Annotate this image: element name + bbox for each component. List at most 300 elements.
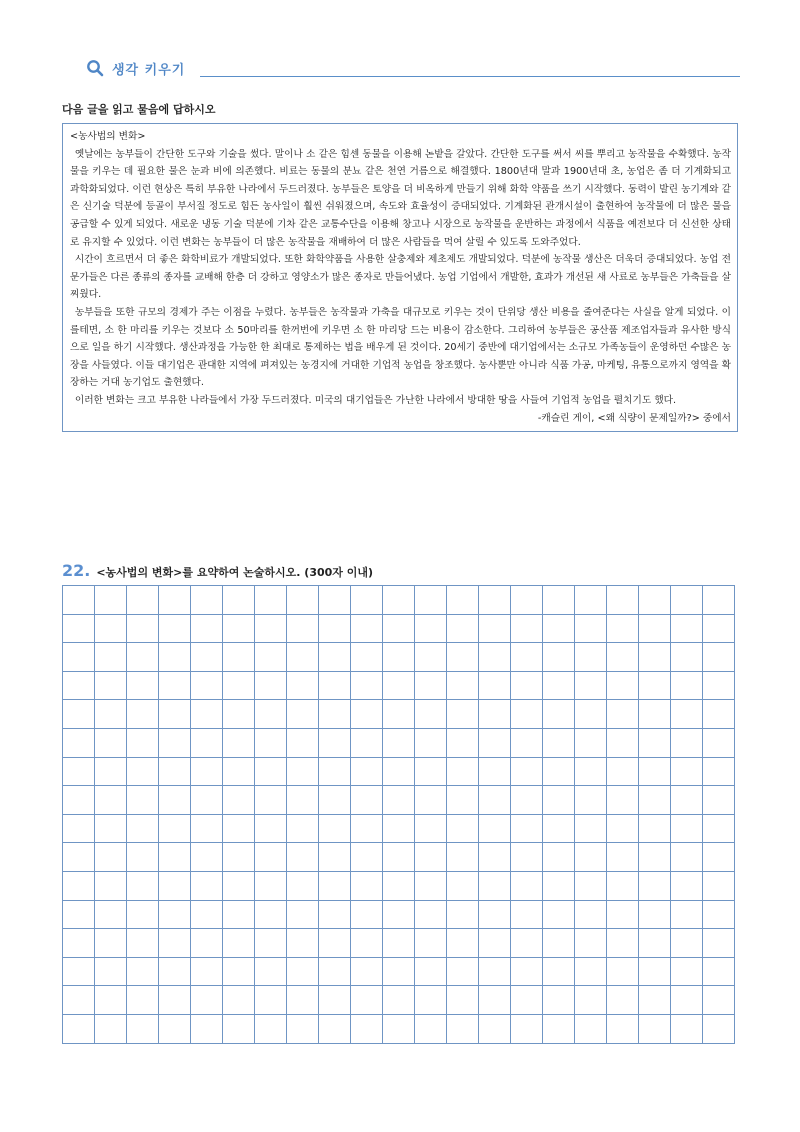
- answer-cell[interactable]: [383, 872, 415, 901]
- answer-cell[interactable]: [95, 1015, 127, 1044]
- answer-cell[interactable]: [703, 758, 735, 787]
- answer-cell[interactable]: [319, 786, 351, 815]
- answer-cell[interactable]: [703, 986, 735, 1015]
- answer-cell[interactable]: [159, 929, 191, 958]
- answer-cell[interactable]: [703, 729, 735, 758]
- answer-cell[interactable]: [479, 843, 511, 872]
- answer-cell[interactable]: [63, 986, 95, 1015]
- answer-cell[interactable]: [159, 672, 191, 701]
- answer-cell[interactable]: [287, 843, 319, 872]
- answer-cell[interactable]: [639, 843, 671, 872]
- answer-cell[interactable]: [703, 643, 735, 672]
- answer-cell[interactable]: [287, 815, 319, 844]
- answer-cell[interactable]: [287, 758, 319, 787]
- answer-cell[interactable]: [639, 901, 671, 930]
- answer-cell[interactable]: [479, 986, 511, 1015]
- answer-cell[interactable]: [671, 843, 703, 872]
- answer-cell[interactable]: [639, 586, 671, 615]
- answer-cell[interactable]: [159, 643, 191, 672]
- answer-cell[interactable]: [671, 586, 703, 615]
- answer-cell[interactable]: [607, 643, 639, 672]
- answer-cell[interactable]: [447, 643, 479, 672]
- answer-cell[interactable]: [159, 758, 191, 787]
- answer-cell[interactable]: [575, 586, 607, 615]
- answer-cell[interactable]: [127, 815, 159, 844]
- answer-cell[interactable]: [351, 929, 383, 958]
- answer-cell[interactable]: [191, 929, 223, 958]
- answer-cell[interactable]: [607, 672, 639, 701]
- answer-cell[interactable]: [447, 586, 479, 615]
- answer-cell[interactable]: [639, 1015, 671, 1044]
- answer-cell[interactable]: [63, 872, 95, 901]
- answer-cell[interactable]: [287, 672, 319, 701]
- answer-cell[interactable]: [383, 1015, 415, 1044]
- answer-cell[interactable]: [351, 672, 383, 701]
- answer-cell[interactable]: [671, 1015, 703, 1044]
- answer-cell[interactable]: [95, 672, 127, 701]
- answer-cell[interactable]: [511, 901, 543, 930]
- answer-cell[interactable]: [511, 872, 543, 901]
- answer-cell[interactable]: [319, 700, 351, 729]
- answer-cell[interactable]: [127, 643, 159, 672]
- answer-cell[interactable]: [63, 901, 95, 930]
- answer-cell[interactable]: [255, 729, 287, 758]
- answer-cell[interactable]: [127, 586, 159, 615]
- answer-cell[interactable]: [319, 929, 351, 958]
- answer-cell[interactable]: [287, 729, 319, 758]
- answer-cell[interactable]: [255, 1015, 287, 1044]
- answer-cell[interactable]: [127, 786, 159, 815]
- answer-cell[interactable]: [351, 758, 383, 787]
- answer-cell[interactable]: [287, 700, 319, 729]
- answer-cell[interactable]: [415, 958, 447, 987]
- answer-cell[interactable]: [703, 672, 735, 701]
- answer-cell[interactable]: [383, 901, 415, 930]
- answer-cell[interactable]: [543, 901, 575, 930]
- answer-cell[interactable]: [415, 615, 447, 644]
- answer-cell[interactable]: [415, 901, 447, 930]
- answer-cell[interactable]: [191, 729, 223, 758]
- answer-cell[interactable]: [223, 815, 255, 844]
- answer-cell[interactable]: [607, 958, 639, 987]
- answer-cell[interactable]: [223, 586, 255, 615]
- answer-cell[interactable]: [255, 615, 287, 644]
- answer-cell[interactable]: [447, 843, 479, 872]
- answer-cell[interactable]: [383, 986, 415, 1015]
- answer-cell[interactable]: [575, 815, 607, 844]
- answer-cell[interactable]: [447, 700, 479, 729]
- answer-cell[interactable]: [223, 786, 255, 815]
- answer-cell[interactable]: [575, 986, 607, 1015]
- answer-cell[interactable]: [479, 929, 511, 958]
- answer-cell[interactable]: [255, 815, 287, 844]
- answer-cell[interactable]: [127, 758, 159, 787]
- answer-cell[interactable]: [95, 872, 127, 901]
- answer-cell[interactable]: [607, 586, 639, 615]
- answer-cell[interactable]: [639, 986, 671, 1015]
- answer-cell[interactable]: [447, 815, 479, 844]
- answer-cell[interactable]: [639, 729, 671, 758]
- answer-cell[interactable]: [543, 929, 575, 958]
- answer-cell[interactable]: [159, 815, 191, 844]
- answer-cell[interactable]: [63, 1015, 95, 1044]
- answer-cell[interactable]: [511, 700, 543, 729]
- answer-cell[interactable]: [447, 758, 479, 787]
- answer-cell[interactable]: [223, 1015, 255, 1044]
- answer-cell[interactable]: [95, 586, 127, 615]
- answer-cell[interactable]: [383, 786, 415, 815]
- answer-cell[interactable]: [415, 986, 447, 1015]
- answer-cell[interactable]: [703, 901, 735, 930]
- answer-cell[interactable]: [255, 586, 287, 615]
- answer-cell[interactable]: [479, 872, 511, 901]
- answer-cell[interactable]: [575, 901, 607, 930]
- answer-cell[interactable]: [159, 986, 191, 1015]
- answer-cell[interactable]: [671, 729, 703, 758]
- answer-cell[interactable]: [671, 758, 703, 787]
- answer-cell[interactable]: [351, 729, 383, 758]
- answer-cell[interactable]: [543, 615, 575, 644]
- answer-cell[interactable]: [671, 700, 703, 729]
- answer-cell[interactable]: [383, 672, 415, 701]
- answer-cell[interactable]: [447, 872, 479, 901]
- answer-cell[interactable]: [287, 958, 319, 987]
- answer-cell[interactable]: [159, 586, 191, 615]
- answer-cell[interactable]: [703, 700, 735, 729]
- answer-cell[interactable]: [607, 615, 639, 644]
- answer-cell[interactable]: [255, 786, 287, 815]
- answer-cell[interactable]: [351, 786, 383, 815]
- answer-cell[interactable]: [191, 958, 223, 987]
- answer-cell[interactable]: [223, 872, 255, 901]
- answer-cell[interactable]: [415, 843, 447, 872]
- answer-cell[interactable]: [351, 872, 383, 901]
- answer-cell[interactable]: [351, 615, 383, 644]
- answer-cell[interactable]: [703, 615, 735, 644]
- answer-cell[interactable]: [255, 843, 287, 872]
- answer-cell[interactable]: [447, 958, 479, 987]
- answer-cell[interactable]: [255, 672, 287, 701]
- answer-cell[interactable]: [191, 843, 223, 872]
- answer-cell[interactable]: [639, 700, 671, 729]
- answer-cell[interactable]: [703, 872, 735, 901]
- answer-cell[interactable]: [607, 986, 639, 1015]
- answer-cell[interactable]: [479, 901, 511, 930]
- answer-cell[interactable]: [671, 986, 703, 1015]
- answer-cell[interactable]: [575, 1015, 607, 1044]
- answer-cell[interactable]: [575, 615, 607, 644]
- answer-cell[interactable]: [671, 815, 703, 844]
- answer-cell[interactable]: [575, 786, 607, 815]
- answer-cell[interactable]: [511, 615, 543, 644]
- answer-cell[interactable]: [351, 586, 383, 615]
- answer-cell[interactable]: [479, 615, 511, 644]
- answer-cell[interactable]: [95, 958, 127, 987]
- answer-cell[interactable]: [671, 786, 703, 815]
- answer-cell[interactable]: [95, 729, 127, 758]
- answer-cell[interactable]: [575, 929, 607, 958]
- answer-cell[interactable]: [319, 672, 351, 701]
- answer-cell[interactable]: [319, 586, 351, 615]
- answer-cell[interactable]: [415, 786, 447, 815]
- answer-cell[interactable]: [191, 786, 223, 815]
- answer-cell[interactable]: [671, 615, 703, 644]
- answer-cell[interactable]: [447, 929, 479, 958]
- answer-cell[interactable]: [191, 986, 223, 1015]
- answer-cell[interactable]: [287, 901, 319, 930]
- answer-cell[interactable]: [543, 672, 575, 701]
- answer-cell[interactable]: [511, 643, 543, 672]
- answer-cell[interactable]: [511, 929, 543, 958]
- answer-cell[interactable]: [447, 615, 479, 644]
- answer-cell[interactable]: [639, 758, 671, 787]
- answer-cell[interactable]: [383, 615, 415, 644]
- answer-cell[interactable]: [351, 815, 383, 844]
- answer-cell[interactable]: [511, 1015, 543, 1044]
- answer-cell[interactable]: [639, 958, 671, 987]
- answer-cell[interactable]: [671, 643, 703, 672]
- answer-cell[interactable]: [319, 729, 351, 758]
- answer-cell[interactable]: [575, 843, 607, 872]
- answer-cell[interactable]: [415, 586, 447, 615]
- answer-cell[interactable]: [607, 1015, 639, 1044]
- answer-cell[interactable]: [479, 758, 511, 787]
- answer-cell[interactable]: [543, 958, 575, 987]
- answer-cell[interactable]: [671, 872, 703, 901]
- answer-cell[interactable]: [255, 643, 287, 672]
- answer-cell[interactable]: [479, 815, 511, 844]
- answer-cell[interactable]: [383, 586, 415, 615]
- answer-cell[interactable]: [63, 929, 95, 958]
- answer-cell[interactable]: [479, 729, 511, 758]
- answer-cell[interactable]: [479, 958, 511, 987]
- answer-cell[interactable]: [479, 672, 511, 701]
- answer-cell[interactable]: [639, 643, 671, 672]
- answer-cell[interactable]: [127, 929, 159, 958]
- answer-cell[interactable]: [127, 958, 159, 987]
- answer-cell[interactable]: [703, 586, 735, 615]
- answer-cell[interactable]: [95, 986, 127, 1015]
- answer-cell[interactable]: [511, 586, 543, 615]
- answer-cell[interactable]: [383, 958, 415, 987]
- answer-cell[interactable]: [639, 615, 671, 644]
- answer-cell[interactable]: [543, 758, 575, 787]
- answer-cell[interactable]: [191, 700, 223, 729]
- answer-cell[interactable]: [223, 843, 255, 872]
- answer-cell[interactable]: [511, 843, 543, 872]
- answer-cell[interactable]: [63, 615, 95, 644]
- answer-cell[interactable]: [479, 643, 511, 672]
- answer-cell[interactable]: [287, 929, 319, 958]
- answer-cell[interactable]: [319, 1015, 351, 1044]
- answer-cell[interactable]: [607, 872, 639, 901]
- answer-cell[interactable]: [95, 929, 127, 958]
- answer-cell[interactable]: [255, 901, 287, 930]
- answer-cell[interactable]: [351, 700, 383, 729]
- answer-cell[interactable]: [95, 843, 127, 872]
- answer-cell[interactable]: [383, 758, 415, 787]
- answer-cell[interactable]: [319, 901, 351, 930]
- answer-cell[interactable]: [95, 643, 127, 672]
- answer-cell[interactable]: [543, 1015, 575, 1044]
- answer-cell[interactable]: [63, 958, 95, 987]
- answer-cell[interactable]: [575, 958, 607, 987]
- answer-cell[interactable]: [415, 872, 447, 901]
- answer-cell[interactable]: [543, 872, 575, 901]
- answer-cell[interactable]: [95, 815, 127, 844]
- answer-cell[interactable]: [575, 643, 607, 672]
- answer-cell[interactable]: [63, 586, 95, 615]
- answer-cell[interactable]: [543, 786, 575, 815]
- answer-cell[interactable]: [287, 1015, 319, 1044]
- answer-cell[interactable]: [543, 643, 575, 672]
- answer-cell[interactable]: [191, 672, 223, 701]
- answer-cell[interactable]: [511, 786, 543, 815]
- answer-cell[interactable]: [543, 843, 575, 872]
- answer-cell[interactable]: [255, 700, 287, 729]
- answer-cell[interactable]: [639, 929, 671, 958]
- answer-cell[interactable]: [223, 986, 255, 1015]
- answer-cell[interactable]: [319, 758, 351, 787]
- answer-cell[interactable]: [479, 586, 511, 615]
- answer-cell[interactable]: [639, 815, 671, 844]
- answer-cell[interactable]: [63, 815, 95, 844]
- answer-cell[interactable]: [447, 672, 479, 701]
- answer-cell[interactable]: [447, 986, 479, 1015]
- answer-cell[interactable]: [639, 672, 671, 701]
- answer-cell[interactable]: [287, 615, 319, 644]
- answer-cell[interactable]: [351, 958, 383, 987]
- answer-cell[interactable]: [191, 815, 223, 844]
- answer-cell[interactable]: [543, 815, 575, 844]
- answer-cell[interactable]: [383, 729, 415, 758]
- answer-cell[interactable]: [415, 815, 447, 844]
- answer-cell[interactable]: [319, 843, 351, 872]
- answer-cell[interactable]: [127, 843, 159, 872]
- answer-cell[interactable]: [479, 786, 511, 815]
- answer-cell[interactable]: [159, 958, 191, 987]
- answer-cell[interactable]: [63, 672, 95, 701]
- answer-cell[interactable]: [415, 1015, 447, 1044]
- answer-cell[interactable]: [447, 786, 479, 815]
- answer-cell[interactable]: [319, 986, 351, 1015]
- answer-cell[interactable]: [703, 815, 735, 844]
- answer-cell[interactable]: [255, 758, 287, 787]
- answer-cell[interactable]: [383, 815, 415, 844]
- answer-cell[interactable]: [127, 901, 159, 930]
- answer-cell[interactable]: [223, 929, 255, 958]
- answer-cell[interactable]: [351, 986, 383, 1015]
- answer-cell[interactable]: [63, 758, 95, 787]
- answer-cell[interactable]: [703, 786, 735, 815]
- answer-cell[interactable]: [255, 986, 287, 1015]
- answer-cell[interactable]: [479, 1015, 511, 1044]
- answer-cell[interactable]: [127, 986, 159, 1015]
- answer-cell[interactable]: [703, 843, 735, 872]
- answer-cell[interactable]: [607, 758, 639, 787]
- answer-cell[interactable]: [319, 872, 351, 901]
- answer-cell[interactable]: [415, 729, 447, 758]
- answer-cell[interactable]: [575, 700, 607, 729]
- answer-cell[interactable]: [127, 672, 159, 701]
- answer-cell[interactable]: [223, 958, 255, 987]
- answer-cell[interactable]: [127, 700, 159, 729]
- answer-cell[interactable]: [159, 615, 191, 644]
- answer-cell[interactable]: [63, 700, 95, 729]
- answer-cell[interactable]: [95, 700, 127, 729]
- answer-cell[interactable]: [223, 643, 255, 672]
- answer-cell[interactable]: [127, 1015, 159, 1044]
- answer-cell[interactable]: [511, 986, 543, 1015]
- answer-cell[interactable]: [191, 872, 223, 901]
- answer-cell[interactable]: [223, 700, 255, 729]
- answer-cell[interactable]: [383, 700, 415, 729]
- answer-cell[interactable]: [95, 901, 127, 930]
- answer-cell[interactable]: [191, 615, 223, 644]
- answer-cell[interactable]: [159, 700, 191, 729]
- answer-cell[interactable]: [159, 1015, 191, 1044]
- answer-cell[interactable]: [223, 615, 255, 644]
- answer-cell[interactable]: [607, 901, 639, 930]
- answer-cell[interactable]: [415, 758, 447, 787]
- answer-cell[interactable]: [543, 729, 575, 758]
- answer-cell[interactable]: [223, 758, 255, 787]
- answer-cell[interactable]: [607, 700, 639, 729]
- answer-cell[interactable]: [63, 786, 95, 815]
- answer-cell[interactable]: [447, 901, 479, 930]
- answer-cell[interactable]: [287, 986, 319, 1015]
- answer-cell[interactable]: [383, 929, 415, 958]
- answer-cell[interactable]: [607, 786, 639, 815]
- answer-cell[interactable]: [351, 643, 383, 672]
- answer-cell[interactable]: [671, 672, 703, 701]
- answer-cell[interactable]: [703, 958, 735, 987]
- answer-cell[interactable]: [287, 643, 319, 672]
- answer-cell[interactable]: [351, 843, 383, 872]
- answer-cell[interactable]: [95, 615, 127, 644]
- answer-cell[interactable]: [351, 1015, 383, 1044]
- answer-cell[interactable]: [319, 815, 351, 844]
- answer-cell[interactable]: [191, 586, 223, 615]
- answer-cell[interactable]: [479, 700, 511, 729]
- answer-cell[interactable]: [639, 872, 671, 901]
- answer-cell[interactable]: [447, 729, 479, 758]
- answer-cell[interactable]: [159, 786, 191, 815]
- answer-cell[interactable]: [383, 643, 415, 672]
- answer-cell[interactable]: [703, 1015, 735, 1044]
- answer-cell[interactable]: [575, 758, 607, 787]
- answer-cell[interactable]: [159, 729, 191, 758]
- answer-cell[interactable]: [671, 929, 703, 958]
- answer-cell[interactable]: [223, 729, 255, 758]
- answer-cell[interactable]: [287, 586, 319, 615]
- answer-cell[interactable]: [191, 758, 223, 787]
- answer-cell[interactable]: [575, 872, 607, 901]
- answer-cell[interactable]: [319, 643, 351, 672]
- answer-cell[interactable]: [383, 843, 415, 872]
- answer-cell[interactable]: [95, 758, 127, 787]
- answer-cell[interactable]: [671, 958, 703, 987]
- answer-cell[interactable]: [415, 672, 447, 701]
- answer-cell[interactable]: [543, 586, 575, 615]
- answer-cell[interactable]: [319, 958, 351, 987]
- answer-cell[interactable]: [191, 901, 223, 930]
- answer-cell[interactable]: [95, 786, 127, 815]
- answer-cell[interactable]: [223, 901, 255, 930]
- answer-cell[interactable]: [511, 672, 543, 701]
- answer-cell[interactable]: [607, 815, 639, 844]
- answer-cell[interactable]: [415, 929, 447, 958]
